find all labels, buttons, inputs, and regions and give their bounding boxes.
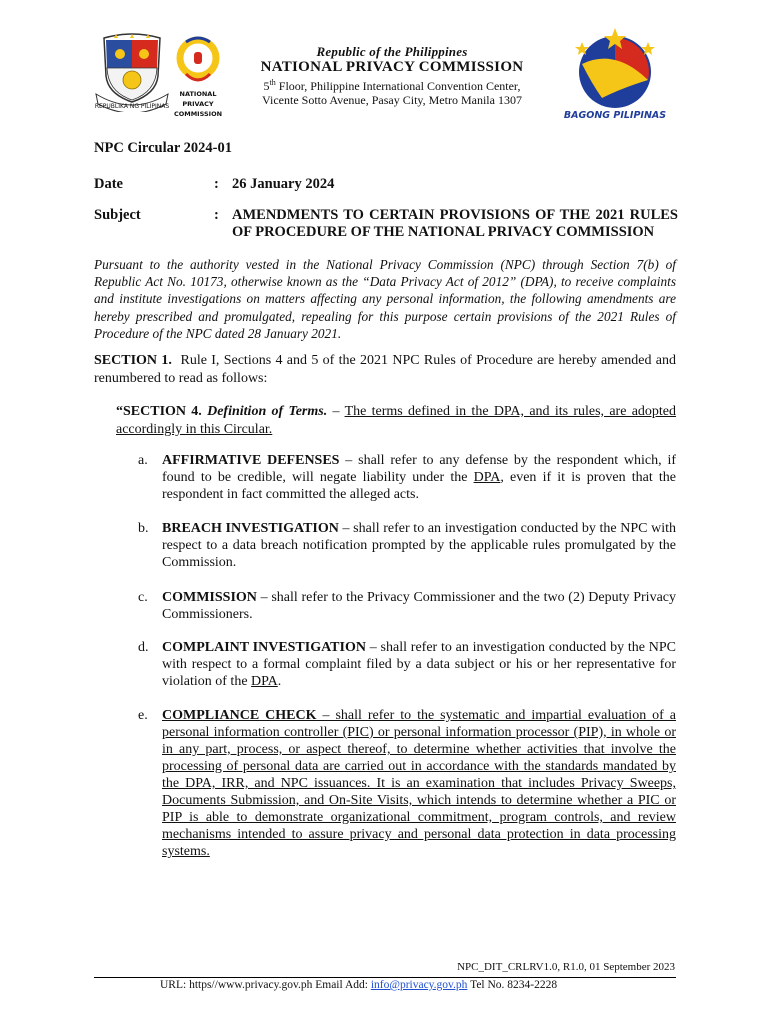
section-4-heading: “SECTION 4. xyxy=(116,404,202,419)
republic-seal-logo xyxy=(94,32,170,112)
definition-term: AFFIRMATIVE DEFENSES xyxy=(162,453,340,468)
date-value: 26 January 2024 xyxy=(232,176,335,192)
seal-banner-text: REPUBLIKA NG PILIPINAS xyxy=(94,103,170,110)
definition-item: d. COMPLAINT INVESTIGATION – shall refer to an investigation conducted by the NPC with respect to a formal complaint filed by a data subject or his or her representative for violation of the DPA. xyxy=(138,640,677,689)
republic-heading: Republic of the Philippines xyxy=(316,44,468,59)
date-colon: : xyxy=(214,176,219,192)
document-reference: NPC_DIT_CRLRV1.0, R1.0, 01 September 2023 xyxy=(457,961,675,973)
npc-logo xyxy=(172,32,224,122)
date-label: Date xyxy=(94,176,123,192)
definition-item: e. COMPLIANCE CHECK – shall refer to the systematic and impartial evaluation of a personal information controller (PIC) or personal information processor (PIP), in whole or in any part, process, or aspect thereof, to determine whether activities that involve the processing of personal data are carried out in accordance with the standards mandated by the DPA, IRR, and NPC issuances. It is an examination that includes Privacy Sweeps, Documents Submission, and On-Site Visits, which intends to determine whether a PIC or PIP is able to demonstrate organizational commitment, program controls, and review mechanisms intended to assure privacy and personal data protection in data processing systems. xyxy=(138,708,676,859)
section-1-text: Rule I, Sections 4 and 5 of the 2021 NPC Rules of Procedure are hereby amended and renumbered to read as follows: xyxy=(94,353,676,386)
email-link[interactable]: info@privacy.gov.ph xyxy=(370,979,468,991)
bagong-pilipinas-text: BAGONG PILIPINAS xyxy=(563,110,667,121)
definition-item: b. BREACH INVESTIGATION – shall refer to an investigation conducted by the NPC with respect to a data breach notification prompted by the applicable rules promulgated by the Commission. xyxy=(138,521,676,570)
section-4-text: The terms defined in the DPA, and its rules, are adopted accordingly in this Circular. xyxy=(116,404,677,437)
definition-term: COMPLAINT INVESTIGATION xyxy=(162,640,366,655)
svg-text:NATIONAL: NATIONAL xyxy=(179,90,217,98)
definition-term: BREACH INVESTIGATION xyxy=(162,521,339,536)
section-1-paragraph xyxy=(94,352,676,388)
circular-number: NPC Circular 2024-01 xyxy=(94,140,233,156)
section-4-paragraph: “SECTION 4. Definition of Terms. – The terms defined in the DPA, and its rules, are adopted accordingly in this Circular. xyxy=(116,404,677,437)
address-line-2: Vicente Sotto Avenue, Pasay City, Metro Manila 1307 xyxy=(262,93,522,107)
definition-term: COMMISSION xyxy=(162,590,257,605)
preamble-paragraph: Pursuant to the authority vested in the National Privacy Commission (NPC) through Section 7(b) of Republic Act No. 10173, otherwise known as the “Data Privacy Act of 2012” (DPA), to receive complaints and institute investigations on matters affecting any personal information, the following amendments are hereby prescribed and promulgated, repealing for this purpose certain provisions of the 2021 Rules of Procedure of the NPC dated 28 January 2021. xyxy=(94,257,676,341)
section-4-title: Definition of Terms. xyxy=(207,404,328,419)
bagong-pilipinas-logo xyxy=(562,28,668,122)
definition-item: c. COMMISSION – shall refer to the Privacy Commissioner and the two (2) Deputy Privacy Commissioners. xyxy=(138,590,676,622)
address-line-1: 5th Floor, Philippine International Convention Center, xyxy=(263,78,521,93)
footer-divider xyxy=(94,977,676,978)
definition-item: a. AFFIRMATIVE DEFENSES – shall refer to any defense by the respondent which, if found to be credible, will negate liability under the DPA, even if it is proven that the respondent in fact committed the alleged acts. xyxy=(138,453,677,502)
definition-term: COMPLIANCE CHECK xyxy=(162,708,317,723)
footer-contact: URL: https//www.privacy.gov.ph Email Add: info@privacy.gov.ph Tel No. 8234-2228 xyxy=(160,979,558,991)
svg-text:COMMISSION: COMMISSION xyxy=(173,110,223,118)
subject-colon: : xyxy=(214,207,219,223)
subject-label: Subject xyxy=(94,207,141,223)
subject-value: AMENDMENTS TO CERTAIN PROVISIONS OF THE 2021 RULES OF PROCEDURE OF THE NATIONAL PRIVACY COMMISSION xyxy=(232,207,678,240)
agency-name: NATIONAL PRIVACY COMMISSION xyxy=(260,59,524,75)
svg-text:PRIVACY: PRIVACY xyxy=(182,100,214,108)
section-1-heading: SECTION 1. xyxy=(94,353,172,368)
